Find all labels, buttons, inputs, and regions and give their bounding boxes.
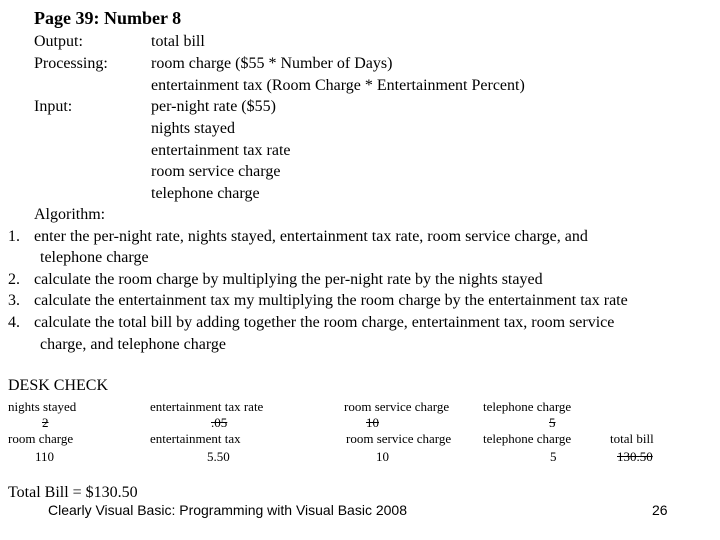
desk-check-value: 130.50 [617,449,653,464]
step-text-continued: telephone charge [40,249,149,266]
desk-check-label: telephone charge [483,431,572,446]
desk-check-value: 10 [376,449,389,464]
algorithm-heading: Algorithm: [34,206,106,223]
processing-item: entertainment tax (Room Charge * Entertainment Percent) [151,77,525,94]
input-item: entertainment tax rate [151,142,291,159]
desk-check-value: 2 [42,415,49,430]
step-text: calculate the entertainment tax my multiplying the room charge by the entertainment tax rate [34,292,628,309]
desk-check-value: .05 [211,415,228,430]
desk-check-value: 5 [550,449,557,464]
page-number: 26 [652,502,668,518]
step-number: 4. [8,314,20,331]
processing-item: room charge ($55 * Number of Days) [151,55,393,72]
page-title: Page 39: Number 8 [34,8,182,28]
desk-check-value: 5 [549,415,556,430]
step-text-continued: charge, and telephone charge [40,336,226,353]
desk-check-value: 5.50 [207,449,230,464]
input-label: Input: [34,98,73,115]
step-text: calculate the room charge by multiplying the per-night rate by the nights stayed [34,271,543,288]
desk-check-label: entertainment tax rate [150,399,264,414]
desk-check-label: room service charge [344,399,450,414]
output-label: Output: [34,33,83,50]
desk-check-label: entertainment tax [150,431,241,446]
desk-check-label: nights stayed [8,399,77,414]
footer-text: Clearly Visual Basic: Programming with Visual Basic 2008 [48,502,407,518]
desk-check-value: 110 [35,449,55,464]
step-number: 3. [8,292,20,309]
step-number: 2. [8,271,20,288]
desk-check-label: room charge [8,431,74,446]
step-text: calculate the total bill by adding together the room charge, entertainment tax, room service [34,314,615,331]
desk-check-label: telephone charge [483,399,572,414]
total-bill: Total Bill = $130.50 [8,484,138,501]
desk-check-heading: DESK CHECK [8,377,109,394]
step-text: enter the per-night rate, nights stayed, entertainment tax rate, room service charge, and [34,228,588,245]
input-item: room service charge [151,163,281,180]
input-item: telephone charge [151,185,260,202]
desk-check-value: 10 [366,415,379,430]
input-item: per-night rate ($55) [151,98,276,115]
processing-label: Processing: [34,55,108,72]
step-number: 1. [8,228,20,245]
output-item: total bill [151,33,205,50]
desk-check-label: room service charge [346,431,452,446]
desk-check-label: total bill [610,431,654,446]
input-item: nights stayed [151,120,235,137]
